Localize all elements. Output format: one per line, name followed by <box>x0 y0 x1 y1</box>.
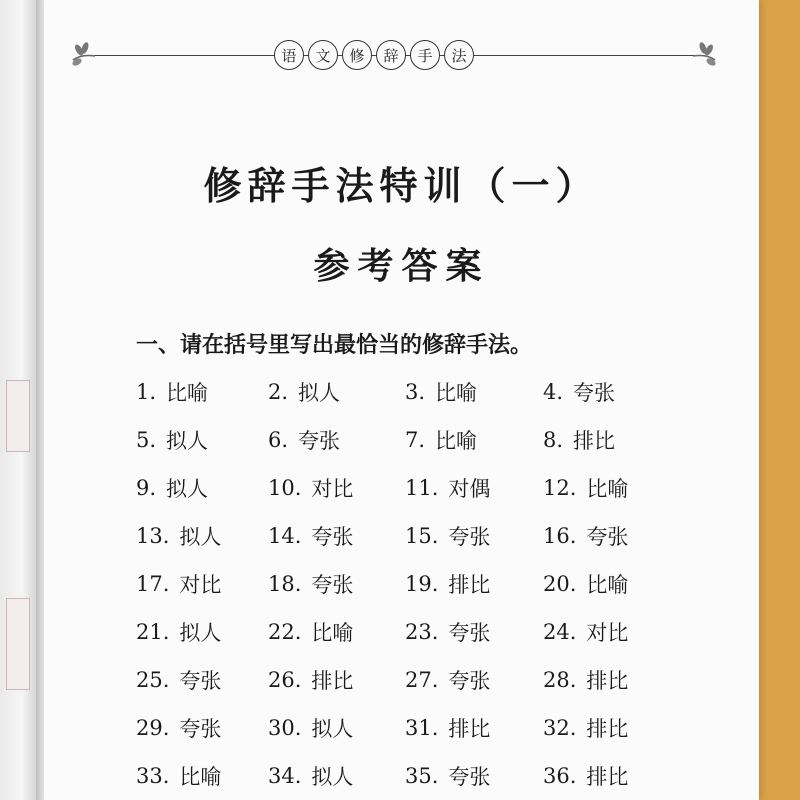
answer-number: 2. <box>268 380 289 404</box>
answer-text: 拟人 <box>179 621 222 645</box>
answer-text: 拟人 <box>311 717 354 741</box>
answer-number: 20. <box>543 572 577 596</box>
answer-item <box>268 752 405 800</box>
answer-text: 夸张 <box>573 381 616 405</box>
answer-item <box>405 512 543 560</box>
answer-number: 27. <box>405 668 439 692</box>
header-char: 修 <box>342 40 372 70</box>
answer-number: 26. <box>268 668 302 692</box>
answer-text: 比喻 <box>311 621 354 645</box>
answer-item <box>543 608 656 656</box>
answer-number: 18. <box>268 572 302 596</box>
answer-text: 夸张 <box>311 573 354 597</box>
left-page-edge <box>0 0 36 800</box>
answer-item <box>405 464 543 512</box>
answer-number: 1. <box>136 380 157 404</box>
answer-number: 19. <box>405 572 439 596</box>
answer-number: 29. <box>136 716 170 740</box>
answer-number: 28. <box>543 668 577 692</box>
answer-item <box>268 464 405 512</box>
answer-number: 16. <box>543 524 577 548</box>
answer-text: 对比 <box>586 621 629 645</box>
answer-text: 排比 <box>586 717 629 741</box>
answer-item <box>136 416 268 464</box>
answer-item <box>543 704 656 752</box>
answer-number: 8. <box>543 428 564 452</box>
left-page-mark <box>6 598 30 690</box>
page-subtitle: 参考答案 <box>313 245 490 287</box>
answer-number: 7. <box>405 428 426 452</box>
answer-number: 21. <box>136 620 170 644</box>
answer-text: 拟人 <box>311 765 354 789</box>
sprig-right-icon <box>689 38 719 68</box>
answer-text: 夸张 <box>311 525 354 549</box>
answer-number: 22. <box>268 620 302 644</box>
answer-text: 夸张 <box>179 717 222 741</box>
answer-number: 30. <box>268 716 302 740</box>
answer-item <box>405 416 543 464</box>
left-page-mark <box>6 380 30 452</box>
answer-number: 31. <box>405 716 439 740</box>
answer-item <box>405 608 543 656</box>
answer-item <box>136 608 268 656</box>
answer-text: 排比 <box>586 669 629 693</box>
answer-text: 夸张 <box>448 621 491 645</box>
header-char: 手 <box>410 40 440 70</box>
answer-number: 12. <box>543 476 577 500</box>
answer-text: 排比 <box>311 669 354 693</box>
answer-item <box>405 560 543 608</box>
answer-text: 排比 <box>586 765 629 789</box>
answer-item <box>405 752 543 800</box>
answer-item <box>136 368 268 416</box>
answer-item <box>268 416 405 464</box>
answer-text: 夸张 <box>448 669 491 693</box>
answer-number: 35. <box>405 764 439 788</box>
answer-text: 对比 <box>179 573 222 597</box>
sprig-left-icon <box>69 38 99 68</box>
answer-item <box>405 656 543 704</box>
answer-text: 比喻 <box>435 429 478 453</box>
answer-number: 17. <box>136 572 170 596</box>
page-title: 修辞手法特训（一） <box>203 163 600 208</box>
answer-item <box>405 704 543 752</box>
answer-item <box>136 752 268 800</box>
answer-text: 排比 <box>573 429 616 453</box>
answer-item <box>268 368 405 416</box>
answer-item <box>136 656 268 704</box>
answer-item <box>405 368 543 416</box>
answer-number: 5. <box>136 428 157 452</box>
answer-text: 对偶 <box>448 477 491 501</box>
running-header <box>274 40 474 70</box>
answer-text: 比喻 <box>179 765 222 789</box>
answer-number: 9. <box>136 476 157 500</box>
answer-number: 10. <box>268 476 302 500</box>
answer-text: 夸张 <box>448 525 491 549</box>
answer-item <box>543 512 656 560</box>
answer-item <box>543 416 656 464</box>
answer-text: 夸张 <box>179 669 222 693</box>
answer-number: 36. <box>543 764 577 788</box>
answer-text: 排比 <box>448 573 491 597</box>
header-char: 法 <box>444 40 474 70</box>
answer-item <box>543 560 656 608</box>
answer-number: 14. <box>268 524 302 548</box>
answer-item <box>543 464 656 512</box>
book-page <box>44 0 759 800</box>
answer-number: 13. <box>136 524 170 548</box>
answer-item <box>136 464 268 512</box>
answer-text: 拟人 <box>166 477 209 501</box>
answer-number: 4. <box>543 380 564 404</box>
answer-text: 夸张 <box>586 525 629 549</box>
answer-text: 拟人 <box>298 381 341 405</box>
answer-text: 夸张 <box>448 765 491 789</box>
answer-item <box>268 512 405 560</box>
answer-number: 11. <box>405 476 439 500</box>
answer-text: 对比 <box>311 477 354 501</box>
answer-text: 比喻 <box>166 381 209 405</box>
answer-item <box>543 752 656 800</box>
answer-number: 34. <box>268 764 302 788</box>
answer-item <box>543 368 656 416</box>
answer-number: 32. <box>543 716 577 740</box>
answer-text: 拟人 <box>179 525 222 549</box>
header-char: 辞 <box>376 40 406 70</box>
answer-item <box>136 512 268 560</box>
answer-text: 拟人 <box>166 429 209 453</box>
section-heading: 一、请在括号里写出最恰当的修辞手法。 <box>136 333 533 358</box>
answer-item <box>268 704 405 752</box>
answer-number: 33. <box>136 764 170 788</box>
answer-item <box>268 608 405 656</box>
answer-number: 24. <box>543 620 577 644</box>
answer-text: 排比 <box>448 717 491 741</box>
answer-text: 比喻 <box>586 573 629 597</box>
header-char: 文 <box>308 40 338 70</box>
answer-text: 比喻 <box>435 381 478 405</box>
answer-number: 25. <box>136 668 170 692</box>
answer-item <box>136 560 268 608</box>
answer-number: 23. <box>405 620 439 644</box>
answer-item <box>543 656 656 704</box>
answer-number: 15. <box>405 524 439 548</box>
answer-grid <box>136 368 656 800</box>
answer-item <box>268 560 405 608</box>
answer-number: 6. <box>268 428 289 452</box>
answer-text: 比喻 <box>586 477 629 501</box>
header-char: 语 <box>274 40 304 70</box>
answer-item <box>136 704 268 752</box>
answer-text: 夸张 <box>298 429 341 453</box>
answer-number: 3. <box>405 380 426 404</box>
answer-item <box>268 656 405 704</box>
